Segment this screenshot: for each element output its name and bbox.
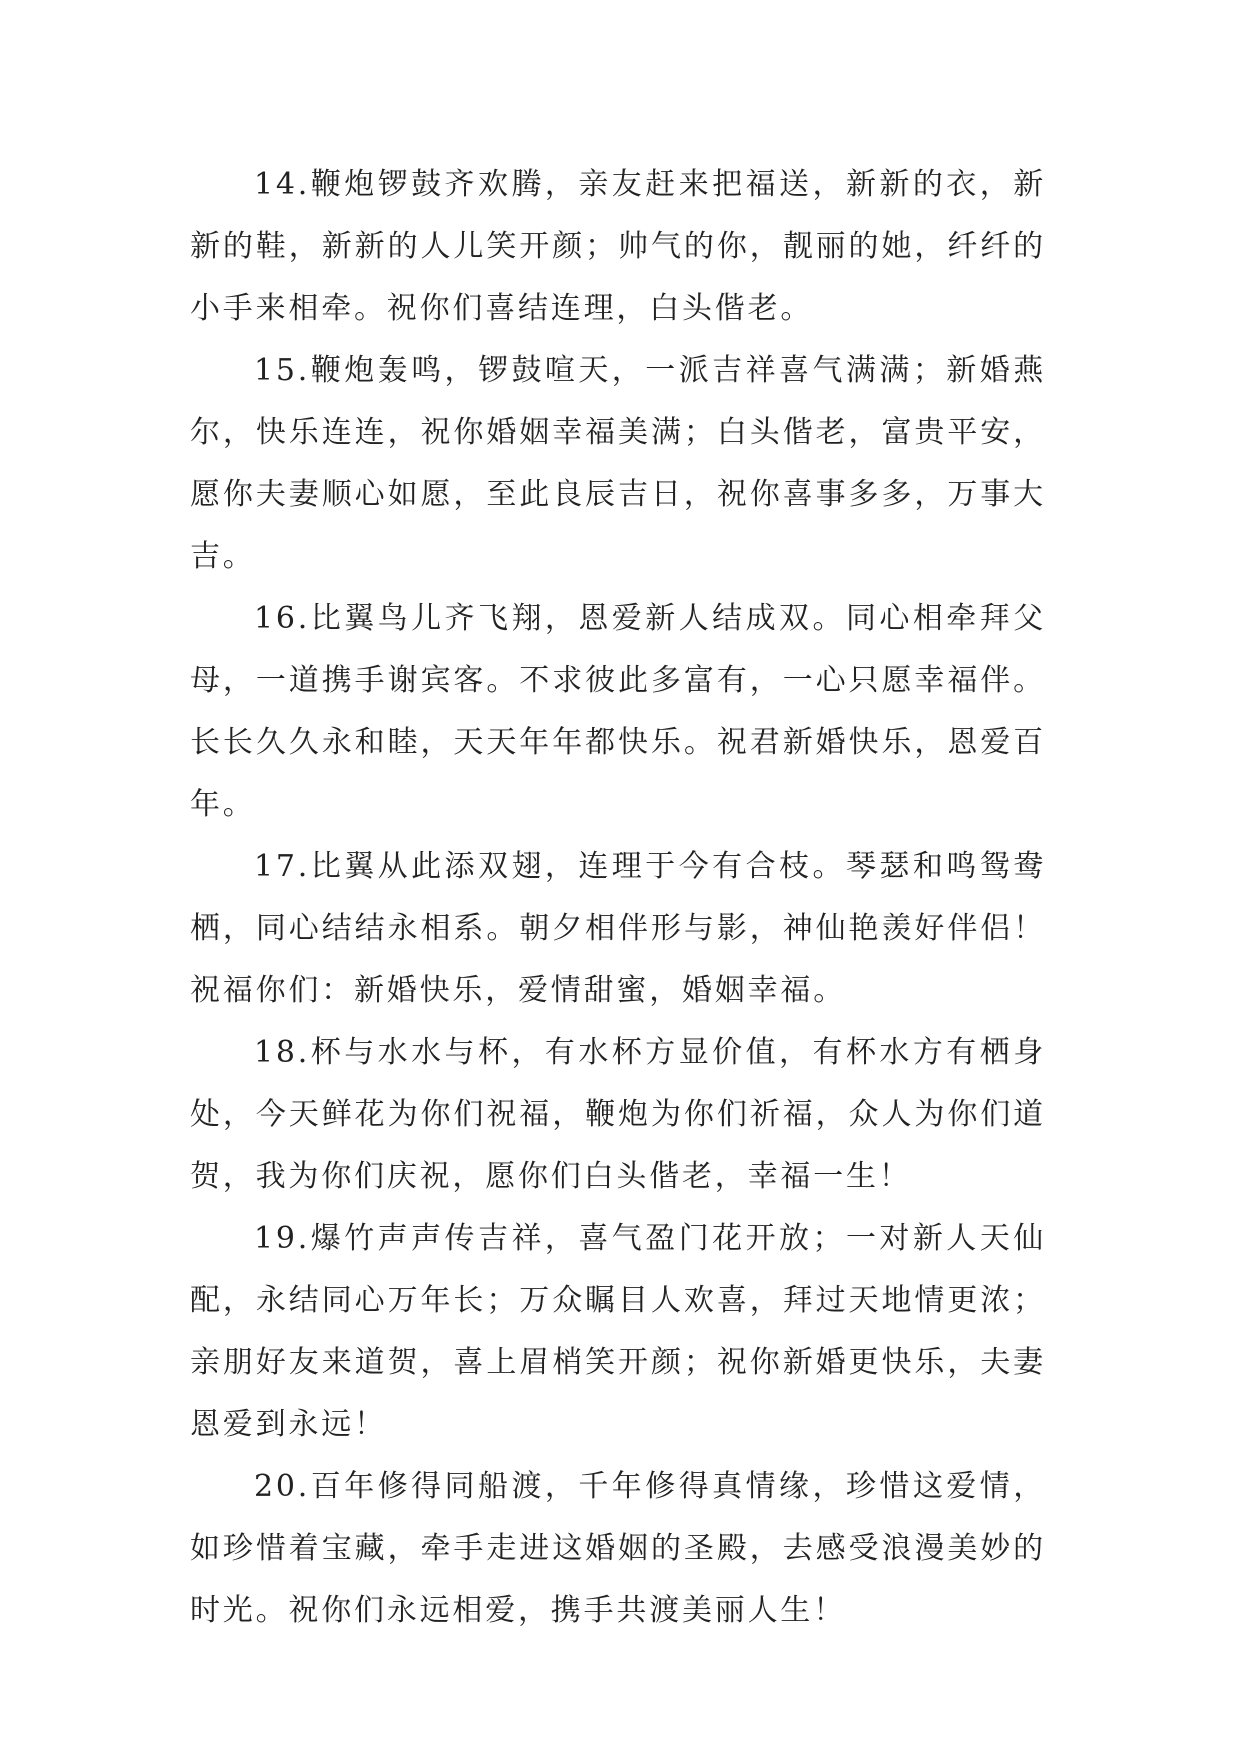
- document-page: [190, 154, 1046, 1642]
- paragraph-20: 20.百年修得同船渡，千年修得真情缘，珍惜这爱情，如珍惜着宝藏，牵手走进这婚姻的圣殿，去感受浪漫美妙的时光。祝你们永远相爱，携手共渡美丽人生！: [190, 1469, 1046, 1628]
- paragraph-15: 15.鞭炮轰鸣，锣鼓喧天，一派吉祥喜气满满；新婚燕尔，快乐连连，祝你婚姻幸福美满；白头偕老，富贵平安，愿你夫妻顺心如愿，至此良辰吉日，祝你喜事多多，万事大吉。: [190, 353, 1046, 574]
- paragraph-18: 18.杯与水水与杯，有水杯方显价值，有杯水方有栖身处，今天鲜花为你们祝福，鞭炮为你们祈福，众人为你们道贺，我为你们庆祝，愿你们白头偕老，幸福一生！: [190, 1035, 1046, 1194]
- paragraph-14: 14.鞭炮锣鼓齐欢腾，亲友赶来把福送，新新的衣，新新的鞋，新新的人儿笑开颜；帅气的你，靓丽的她，纤纤的小手来相牵。祝你们喜结连理，白头偕老。: [190, 167, 1046, 326]
- paragraph-16: 16.比翼鸟儿齐飞翔，恩爱新人结成双。同心相牵拜父母，一道携手谢宾客。不求彼此多富有，一心只愿幸福伴。长长久久永和睦，天天年年都快乐。祝君新婚快乐，恩爱百年。: [190, 601, 1046, 822]
- paragraph-17: 17.比翼从此添双翅，连理于今有合枝。琴瑟和鸣鸳鸯栖，同心结结永相系。朝夕相伴形与影，神仙艳羡好伴侣！祝福你们：新婚快乐，爱情甜蜜，婚姻幸福。: [190, 849, 1046, 1008]
- paragraph-19: 19.爆竹声声传吉祥，喜气盈门花开放；一对新人天仙配，永结同心万年长；万众瞩目人欢喜，拜过天地情更浓；亲朋好友来道贺，喜上眉梢笑开颜；祝你新婚更快乐，夫妻恩爱到永远！: [190, 1221, 1046, 1442]
